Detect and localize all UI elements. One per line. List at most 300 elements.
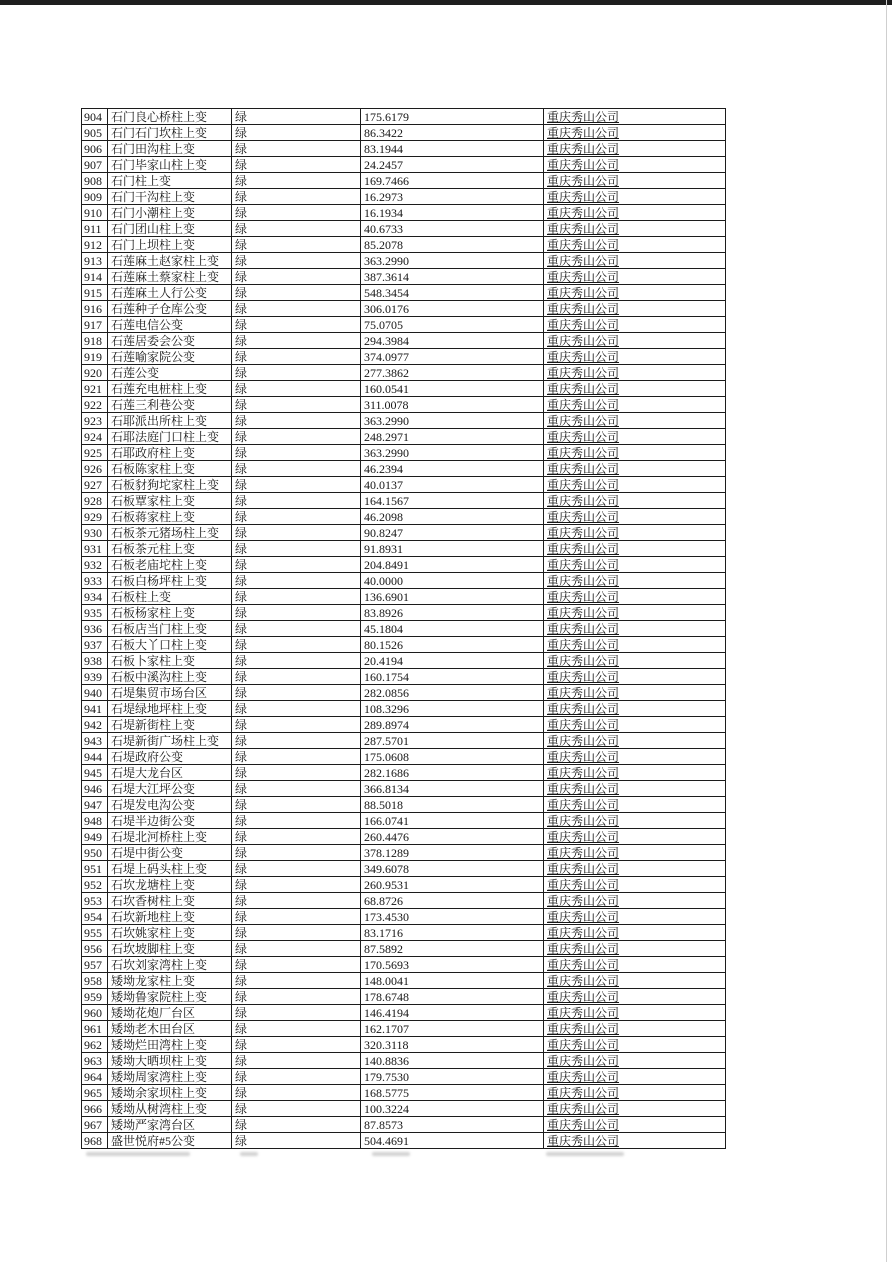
company-cell bbox=[544, 637, 726, 653]
company-cell bbox=[544, 1053, 726, 1069]
transformer-name-cell: 石板白杨坪柱上变 bbox=[108, 573, 232, 589]
company-link[interactable]: 重庆秀山公司 bbox=[547, 1037, 620, 1052]
company-link[interactable]: 重庆秀山公司 bbox=[547, 653, 620, 668]
company-link[interactable]: 重庆秀山公司 bbox=[547, 413, 620, 428]
company-link[interactable]: 重庆秀山公司 bbox=[547, 301, 620, 316]
company-link[interactable]: 重庆秀山公司 bbox=[547, 237, 620, 252]
transformer-name-cell: 石板老庙坨柱上变 bbox=[108, 557, 232, 573]
status-cell: 绿 bbox=[232, 1005, 361, 1021]
value-cell: 91.8931 bbox=[361, 541, 544, 557]
company-link[interactable]: 重庆秀山公司 bbox=[547, 173, 620, 188]
table-row bbox=[82, 989, 726, 1005]
row-index-cell: 930 bbox=[82, 525, 108, 541]
value-cell: 504.4691 bbox=[361, 1133, 544, 1149]
value-cell: 168.5775 bbox=[361, 1085, 544, 1101]
status-cell: 绿 bbox=[232, 573, 361, 589]
transformer-table bbox=[81, 108, 726, 1149]
company-link[interactable]: 重庆秀山公司 bbox=[547, 733, 620, 748]
row-index-cell: 923 bbox=[82, 413, 108, 429]
transformer-name-cell: 石门团山柱上变 bbox=[108, 221, 232, 237]
company-cell bbox=[544, 269, 726, 285]
company-link[interactable]: 重庆秀山公司 bbox=[547, 381, 620, 396]
table-row bbox=[82, 1069, 726, 1085]
company-link[interactable]: 重庆秀山公司 bbox=[547, 957, 620, 972]
value-cell: 87.5892 bbox=[361, 941, 544, 957]
table-row bbox=[82, 429, 726, 445]
company-cell bbox=[544, 829, 726, 845]
company-cell bbox=[544, 317, 726, 333]
value-cell: 88.5018 bbox=[361, 797, 544, 813]
transformer-name-cell: 石堤发电沟公变 bbox=[108, 797, 232, 813]
table-row bbox=[82, 461, 726, 477]
table-row bbox=[82, 621, 726, 637]
company-link[interactable]: 重庆秀山公司 bbox=[547, 493, 620, 508]
company-link[interactable]: 重庆秀山公司 bbox=[547, 861, 620, 876]
company-link[interactable]: 重庆秀山公司 bbox=[547, 685, 620, 700]
company-link[interactable]: 重庆秀山公司 bbox=[547, 189, 620, 204]
company-link[interactable]: 重庆秀山公司 bbox=[547, 1101, 620, 1116]
row-index-cell: 966 bbox=[82, 1101, 108, 1117]
company-link[interactable]: 重庆秀山公司 bbox=[547, 605, 620, 620]
company-cell bbox=[544, 413, 726, 429]
status-cell: 绿 bbox=[232, 541, 361, 557]
company-link[interactable]: 重庆秀山公司 bbox=[547, 765, 620, 780]
table-row bbox=[82, 941, 726, 957]
status-cell: 绿 bbox=[232, 317, 361, 333]
transformer-name-cell: 石莲三利巷公变 bbox=[108, 397, 232, 413]
table-row bbox=[82, 637, 726, 653]
value-cell: 40.0137 bbox=[361, 477, 544, 493]
row-index-cell: 936 bbox=[82, 621, 108, 637]
table-row bbox=[82, 237, 726, 253]
value-cell: 45.1804 bbox=[361, 621, 544, 637]
row-index-cell: 929 bbox=[82, 509, 108, 525]
company-link[interactable]: 重庆秀山公司 bbox=[547, 877, 620, 892]
value-cell: 289.8974 bbox=[361, 717, 544, 733]
company-link[interactable]: 重庆秀山公司 bbox=[547, 781, 620, 796]
company-link[interactable]: 重庆秀山公司 bbox=[547, 445, 620, 460]
row-index-cell: 965 bbox=[82, 1085, 108, 1101]
transformer-name-cell: 石门田沟柱上变 bbox=[108, 141, 232, 157]
company-link[interactable]: 重庆秀山公司 bbox=[547, 333, 620, 348]
company-link[interactable]: 重庆秀山公司 bbox=[547, 749, 620, 764]
company-link[interactable]: 重庆秀山公司 bbox=[547, 989, 620, 1004]
company-cell bbox=[544, 813, 726, 829]
table-row bbox=[82, 157, 726, 173]
table-row bbox=[82, 1117, 726, 1133]
company-link[interactable]: 重庆秀山公司 bbox=[547, 621, 620, 636]
company-cell bbox=[544, 189, 726, 205]
row-index-cell: 947 bbox=[82, 797, 108, 813]
value-cell: 320.3118 bbox=[361, 1037, 544, 1053]
transformer-name-cell: 矮坳周家湾柱上变 bbox=[108, 1069, 232, 1085]
company-cell bbox=[544, 749, 726, 765]
row-index-cell: 939 bbox=[82, 669, 108, 685]
company-link[interactable]: 重庆秀山公司 bbox=[547, 845, 620, 860]
company-cell bbox=[544, 1101, 726, 1117]
company-cell bbox=[544, 221, 726, 237]
table-row bbox=[82, 141, 726, 157]
value-cell: 75.0705 bbox=[361, 317, 544, 333]
row-index-cell: 909 bbox=[82, 189, 108, 205]
company-cell bbox=[544, 685, 726, 701]
table-row bbox=[82, 1037, 726, 1053]
transformer-name-cell: 石莲公变 bbox=[108, 365, 232, 381]
value-cell: 87.8573 bbox=[361, 1117, 544, 1133]
value-cell: 16.1934 bbox=[361, 205, 544, 221]
company-link[interactable]: 重庆秀山公司 bbox=[547, 125, 620, 140]
table-row bbox=[82, 493, 726, 509]
table-row bbox=[82, 829, 726, 845]
row-index-cell: 948 bbox=[82, 813, 108, 829]
company-link[interactable]: 重庆秀山公司 bbox=[547, 221, 620, 236]
transformer-name-cell: 石莲麻土蔡家柱上变 bbox=[108, 269, 232, 285]
company-cell bbox=[544, 509, 726, 525]
company-cell bbox=[544, 621, 726, 637]
status-cell: 绿 bbox=[232, 813, 361, 829]
company-cell bbox=[544, 1069, 726, 1085]
row-index-cell: 931 bbox=[82, 541, 108, 557]
value-cell: 40.6733 bbox=[361, 221, 544, 237]
company-link[interactable]: 重庆秀山公司 bbox=[547, 253, 620, 268]
table-row bbox=[82, 189, 726, 205]
status-cell: 绿 bbox=[232, 845, 361, 861]
row-index-cell: 935 bbox=[82, 605, 108, 621]
table-row bbox=[82, 685, 726, 701]
row-index-cell: 925 bbox=[82, 445, 108, 461]
company-link[interactable]: 重庆秀山公司 bbox=[547, 1117, 620, 1132]
table-row bbox=[82, 349, 726, 365]
company-cell bbox=[544, 861, 726, 877]
company-cell bbox=[544, 445, 726, 461]
value-cell: 204.8491 bbox=[361, 557, 544, 573]
company-cell bbox=[544, 173, 726, 189]
company-link[interactable]: 重庆秀山公司 bbox=[547, 397, 620, 412]
status-cell: 绿 bbox=[232, 765, 361, 781]
company-link[interactable]: 重庆秀山公司 bbox=[547, 1005, 620, 1020]
transformer-name-cell: 矮坳严家湾台区 bbox=[108, 1117, 232, 1133]
value-cell: 282.1686 bbox=[361, 765, 544, 781]
value-cell: 90.8247 bbox=[361, 525, 544, 541]
transformer-name-cell: 石坎香树柱上变 bbox=[108, 893, 232, 909]
company-link[interactable]: 重庆秀山公司 bbox=[547, 1021, 620, 1036]
transformer-name-cell: 石莲麻土人行公变 bbox=[108, 285, 232, 301]
value-cell: 178.6748 bbox=[361, 989, 544, 1005]
company-link[interactable]: 重庆秀山公司 bbox=[547, 285, 620, 300]
value-cell: 162.1707 bbox=[361, 1021, 544, 1037]
row-index-cell: 911 bbox=[82, 221, 108, 237]
transformer-name-cell: 矮坳龙家柱上变 bbox=[108, 973, 232, 989]
status-cell: 绿 bbox=[232, 205, 361, 221]
status-cell: 绿 bbox=[232, 1069, 361, 1085]
transformer-name-cell: 盛世悦府#5公变 bbox=[108, 1133, 232, 1149]
value-cell: 363.2990 bbox=[361, 253, 544, 269]
status-cell: 绿 bbox=[232, 781, 361, 797]
company-cell bbox=[544, 877, 726, 893]
value-cell: 83.8926 bbox=[361, 605, 544, 621]
row-index-cell: 952 bbox=[82, 877, 108, 893]
table-row bbox=[82, 125, 726, 141]
table-row bbox=[82, 221, 726, 237]
transformer-name-cell: 石堤新街广场柱上变 bbox=[108, 733, 232, 749]
transformer-name-cell: 石堤北河桥柱上变 bbox=[108, 829, 232, 845]
table-row bbox=[82, 717, 726, 733]
transformer-name-cell: 石耶法庭门口柱上变 bbox=[108, 429, 232, 445]
company-link[interactable]: 重庆秀山公司 bbox=[547, 797, 620, 812]
transformer-name-cell: 矮坳鲁家院柱上变 bbox=[108, 989, 232, 1005]
row-index-cell: 913 bbox=[82, 253, 108, 269]
company-link[interactable]: 重庆秀山公司 bbox=[547, 909, 620, 924]
company-link[interactable]: 重庆秀山公司 bbox=[547, 429, 620, 444]
table-row bbox=[82, 749, 726, 765]
transformer-name-cell: 石门柱上变 bbox=[108, 173, 232, 189]
company-link[interactable]: 重庆秀山公司 bbox=[547, 1053, 620, 1068]
status-cell: 绿 bbox=[232, 957, 361, 973]
row-index-cell: 908 bbox=[82, 173, 108, 189]
row-index-cell: 956 bbox=[82, 941, 108, 957]
table-row bbox=[82, 477, 726, 493]
table-row bbox=[82, 1085, 726, 1101]
value-cell: 140.8836 bbox=[361, 1053, 544, 1069]
company-link[interactable]: 重庆秀山公司 bbox=[547, 717, 620, 732]
value-cell: 170.5693 bbox=[361, 957, 544, 973]
transformer-name-cell: 矮坳从树湾柱上变 bbox=[108, 1101, 232, 1117]
company-cell bbox=[544, 205, 726, 221]
status-cell: 绿 bbox=[232, 605, 361, 621]
company-cell bbox=[544, 493, 726, 509]
transformer-name-cell: 石坎刘家湾柱上变 bbox=[108, 957, 232, 973]
status-cell: 绿 bbox=[232, 637, 361, 653]
company-cell bbox=[544, 237, 726, 253]
row-index-cell: 937 bbox=[82, 637, 108, 653]
status-cell: 绿 bbox=[232, 269, 361, 285]
status-cell: 绿 bbox=[232, 461, 361, 477]
value-cell: 179.7530 bbox=[361, 1069, 544, 1085]
company-link[interactable]: 重庆秀山公司 bbox=[547, 317, 620, 332]
value-cell: 85.2078 bbox=[361, 237, 544, 253]
value-cell: 24.2457 bbox=[361, 157, 544, 173]
company-link[interactable]: 重庆秀山公司 bbox=[547, 925, 620, 940]
row-index-cell: 942 bbox=[82, 717, 108, 733]
transformer-name-cell: 石耶政府柱上变 bbox=[108, 445, 232, 461]
table-row bbox=[82, 765, 726, 781]
company-link[interactable]: 重庆秀山公司 bbox=[547, 701, 620, 716]
row-index-cell: 924 bbox=[82, 429, 108, 445]
status-cell: 绿 bbox=[232, 797, 361, 813]
company-link[interactable]: 重庆秀山公司 bbox=[547, 941, 620, 956]
company-link[interactable]: 重庆秀山公司 bbox=[547, 205, 620, 220]
company-link[interactable]: 重庆秀山公司 bbox=[547, 813, 620, 828]
status-cell: 绿 bbox=[232, 141, 361, 157]
row-index-cell: 912 bbox=[82, 237, 108, 253]
row-index-cell: 954 bbox=[82, 909, 108, 925]
table-row bbox=[82, 381, 726, 397]
row-index-cell: 940 bbox=[82, 685, 108, 701]
company-cell bbox=[544, 557, 726, 573]
company-link[interactable]: 重庆秀山公司 bbox=[547, 461, 620, 476]
table-row bbox=[82, 413, 726, 429]
status-cell: 绿 bbox=[232, 685, 361, 701]
status-cell: 绿 bbox=[232, 1021, 361, 1037]
table-row bbox=[82, 1005, 726, 1021]
transformer-name-cell: 石莲充电桩柱上变 bbox=[108, 381, 232, 397]
transformer-name-cell: 石莲喻家院公变 bbox=[108, 349, 232, 365]
company-link[interactable]: 重庆秀山公司 bbox=[547, 1133, 620, 1148]
row-index-cell: 928 bbox=[82, 493, 108, 509]
company-cell bbox=[544, 477, 726, 493]
table-body bbox=[82, 109, 726, 1149]
table-row bbox=[82, 813, 726, 829]
value-cell: 287.5701 bbox=[361, 733, 544, 749]
company-cell bbox=[544, 653, 726, 669]
transformer-name-cell: 石板茶元柱上变 bbox=[108, 541, 232, 557]
row-index-cell: 932 bbox=[82, 557, 108, 573]
company-link[interactable]: 重庆秀山公司 bbox=[547, 573, 620, 588]
transformer-name-cell: 石板覃家柱上变 bbox=[108, 493, 232, 509]
company-cell bbox=[544, 589, 726, 605]
value-cell: 146.4194 bbox=[361, 1005, 544, 1021]
company-link[interactable]: 重庆秀山公司 bbox=[547, 1069, 620, 1084]
transformer-name-cell: 石板蒋家柱上变 bbox=[108, 509, 232, 525]
company-link[interactable]: 重庆秀山公司 bbox=[547, 973, 620, 988]
company-cell bbox=[544, 781, 726, 797]
company-link[interactable]: 重庆秀山公司 bbox=[547, 349, 620, 364]
value-cell: 68.8726 bbox=[361, 893, 544, 909]
company-link[interactable]: 重庆秀山公司 bbox=[547, 637, 620, 652]
value-cell: 175.6179 bbox=[361, 109, 544, 125]
company-cell bbox=[544, 125, 726, 141]
transformer-name-cell: 石板卜家柱上变 bbox=[108, 653, 232, 669]
company-cell bbox=[544, 381, 726, 397]
status-cell: 绿 bbox=[232, 925, 361, 941]
transformer-name-cell: 石门石门坎柱上变 bbox=[108, 125, 232, 141]
status-cell: 绿 bbox=[232, 285, 361, 301]
table-row bbox=[82, 445, 726, 461]
transformer-name-cell: 石坎龙塘柱上变 bbox=[108, 877, 232, 893]
company-link[interactable]: 重庆秀山公司 bbox=[547, 525, 620, 540]
company-link[interactable]: 重庆秀山公司 bbox=[547, 589, 620, 604]
transformer-name-cell: 石板茶元猪场柱上变 bbox=[108, 525, 232, 541]
table-row bbox=[82, 781, 726, 797]
row-index-cell: 953 bbox=[82, 893, 108, 909]
company-link[interactable]: 重庆秀山公司 bbox=[547, 557, 620, 572]
transformer-name-cell: 石板豺狗坨家柱上变 bbox=[108, 477, 232, 493]
value-cell: 248.2971 bbox=[361, 429, 544, 445]
transformer-name-cell: 石门毕家山柱上变 bbox=[108, 157, 232, 173]
value-cell: 164.1567 bbox=[361, 493, 544, 509]
company-cell bbox=[544, 989, 726, 1005]
value-cell: 169.7466 bbox=[361, 173, 544, 189]
company-cell bbox=[544, 109, 726, 125]
status-cell: 绿 bbox=[232, 397, 361, 413]
transformer-name-cell: 石堤上码头柱上变 bbox=[108, 861, 232, 877]
transformer-name-cell: 石坎新地柱上变 bbox=[108, 909, 232, 925]
table-row bbox=[82, 845, 726, 861]
value-cell: 160.0541 bbox=[361, 381, 544, 397]
status-cell: 绿 bbox=[232, 1037, 361, 1053]
table-row bbox=[82, 333, 726, 349]
company-link[interactable]: 重庆秀山公司 bbox=[547, 1085, 620, 1100]
company-link[interactable]: 重庆秀山公司 bbox=[547, 893, 620, 908]
company-link[interactable]: 重庆秀山公司 bbox=[547, 509, 620, 524]
status-cell: 绿 bbox=[232, 365, 361, 381]
status-cell: 绿 bbox=[232, 445, 361, 461]
company-link[interactable]: 重庆秀山公司 bbox=[547, 269, 620, 284]
status-cell: 绿 bbox=[232, 717, 361, 733]
row-index-cell: 960 bbox=[82, 1005, 108, 1021]
window-right-edge bbox=[886, 0, 887, 1262]
company-cell bbox=[544, 1133, 726, 1149]
transformer-name-cell: 石堤政府公变 bbox=[108, 749, 232, 765]
row-index-cell: 962 bbox=[82, 1037, 108, 1053]
table-row bbox=[82, 317, 726, 333]
table-row bbox=[82, 653, 726, 669]
status-cell: 绿 bbox=[232, 701, 361, 717]
company-link[interactable]: 重庆秀山公司 bbox=[547, 109, 620, 124]
value-cell: 100.3224 bbox=[361, 1101, 544, 1117]
value-cell: 46.2098 bbox=[361, 509, 544, 525]
table-row bbox=[82, 1021, 726, 1037]
company-cell bbox=[544, 157, 726, 173]
company-link[interactable]: 重庆秀山公司 bbox=[547, 541, 620, 556]
status-cell: 绿 bbox=[232, 973, 361, 989]
transformer-name-cell: 石板柱上变 bbox=[108, 589, 232, 605]
transformer-name-cell: 石堤集贸市场台区 bbox=[108, 685, 232, 701]
value-cell: 175.0608 bbox=[361, 749, 544, 765]
status-cell: 绿 bbox=[232, 477, 361, 493]
row-index-cell: 918 bbox=[82, 333, 108, 349]
company-cell bbox=[544, 573, 726, 589]
company-cell bbox=[544, 669, 726, 685]
row-index-cell: 964 bbox=[82, 1069, 108, 1085]
company-cell bbox=[544, 365, 726, 381]
transformer-name-cell: 石门良心桥柱上变 bbox=[108, 109, 232, 125]
transformer-name-cell: 石堤大龙台区 bbox=[108, 765, 232, 781]
row-index-cell: 921 bbox=[82, 381, 108, 397]
company-link[interactable]: 重庆秀山公司 bbox=[547, 157, 620, 172]
transformer-name-cell: 矮坳余家坝柱上变 bbox=[108, 1085, 232, 1101]
value-cell: 363.2990 bbox=[361, 445, 544, 461]
transformer-name-cell: 石坎姚家柱上变 bbox=[108, 925, 232, 941]
row-index-cell: 958 bbox=[82, 973, 108, 989]
status-cell: 绿 bbox=[232, 125, 361, 141]
company-cell bbox=[544, 541, 726, 557]
value-cell: 277.3862 bbox=[361, 365, 544, 381]
company-link[interactable]: 重庆秀山公司 bbox=[547, 829, 620, 844]
transformer-name-cell: 石板杨家柱上变 bbox=[108, 605, 232, 621]
status-cell: 绿 bbox=[232, 989, 361, 1005]
status-cell: 绿 bbox=[232, 557, 361, 573]
table-row bbox=[82, 733, 726, 749]
row-index-cell: 967 bbox=[82, 1117, 108, 1133]
value-cell: 86.3422 bbox=[361, 125, 544, 141]
transformer-name-cell: 石板店当门柱上变 bbox=[108, 621, 232, 637]
value-cell: 374.0977 bbox=[361, 349, 544, 365]
company-link[interactable]: 重庆秀山公司 bbox=[547, 669, 620, 684]
value-cell: 387.3614 bbox=[361, 269, 544, 285]
company-cell bbox=[544, 141, 726, 157]
status-cell: 绿 bbox=[232, 829, 361, 845]
company-link[interactable]: 重庆秀山公司 bbox=[547, 477, 620, 492]
transformer-name-cell: 石板中溪沟柱上变 bbox=[108, 669, 232, 685]
table-row bbox=[82, 301, 726, 317]
company-link[interactable]: 重庆秀山公司 bbox=[547, 365, 620, 380]
table-row bbox=[82, 797, 726, 813]
row-index-cell: 907 bbox=[82, 157, 108, 173]
company-link[interactable]: 重庆秀山公司 bbox=[547, 141, 620, 156]
value-cell: 260.9531 bbox=[361, 877, 544, 893]
value-cell: 260.4476 bbox=[361, 829, 544, 845]
